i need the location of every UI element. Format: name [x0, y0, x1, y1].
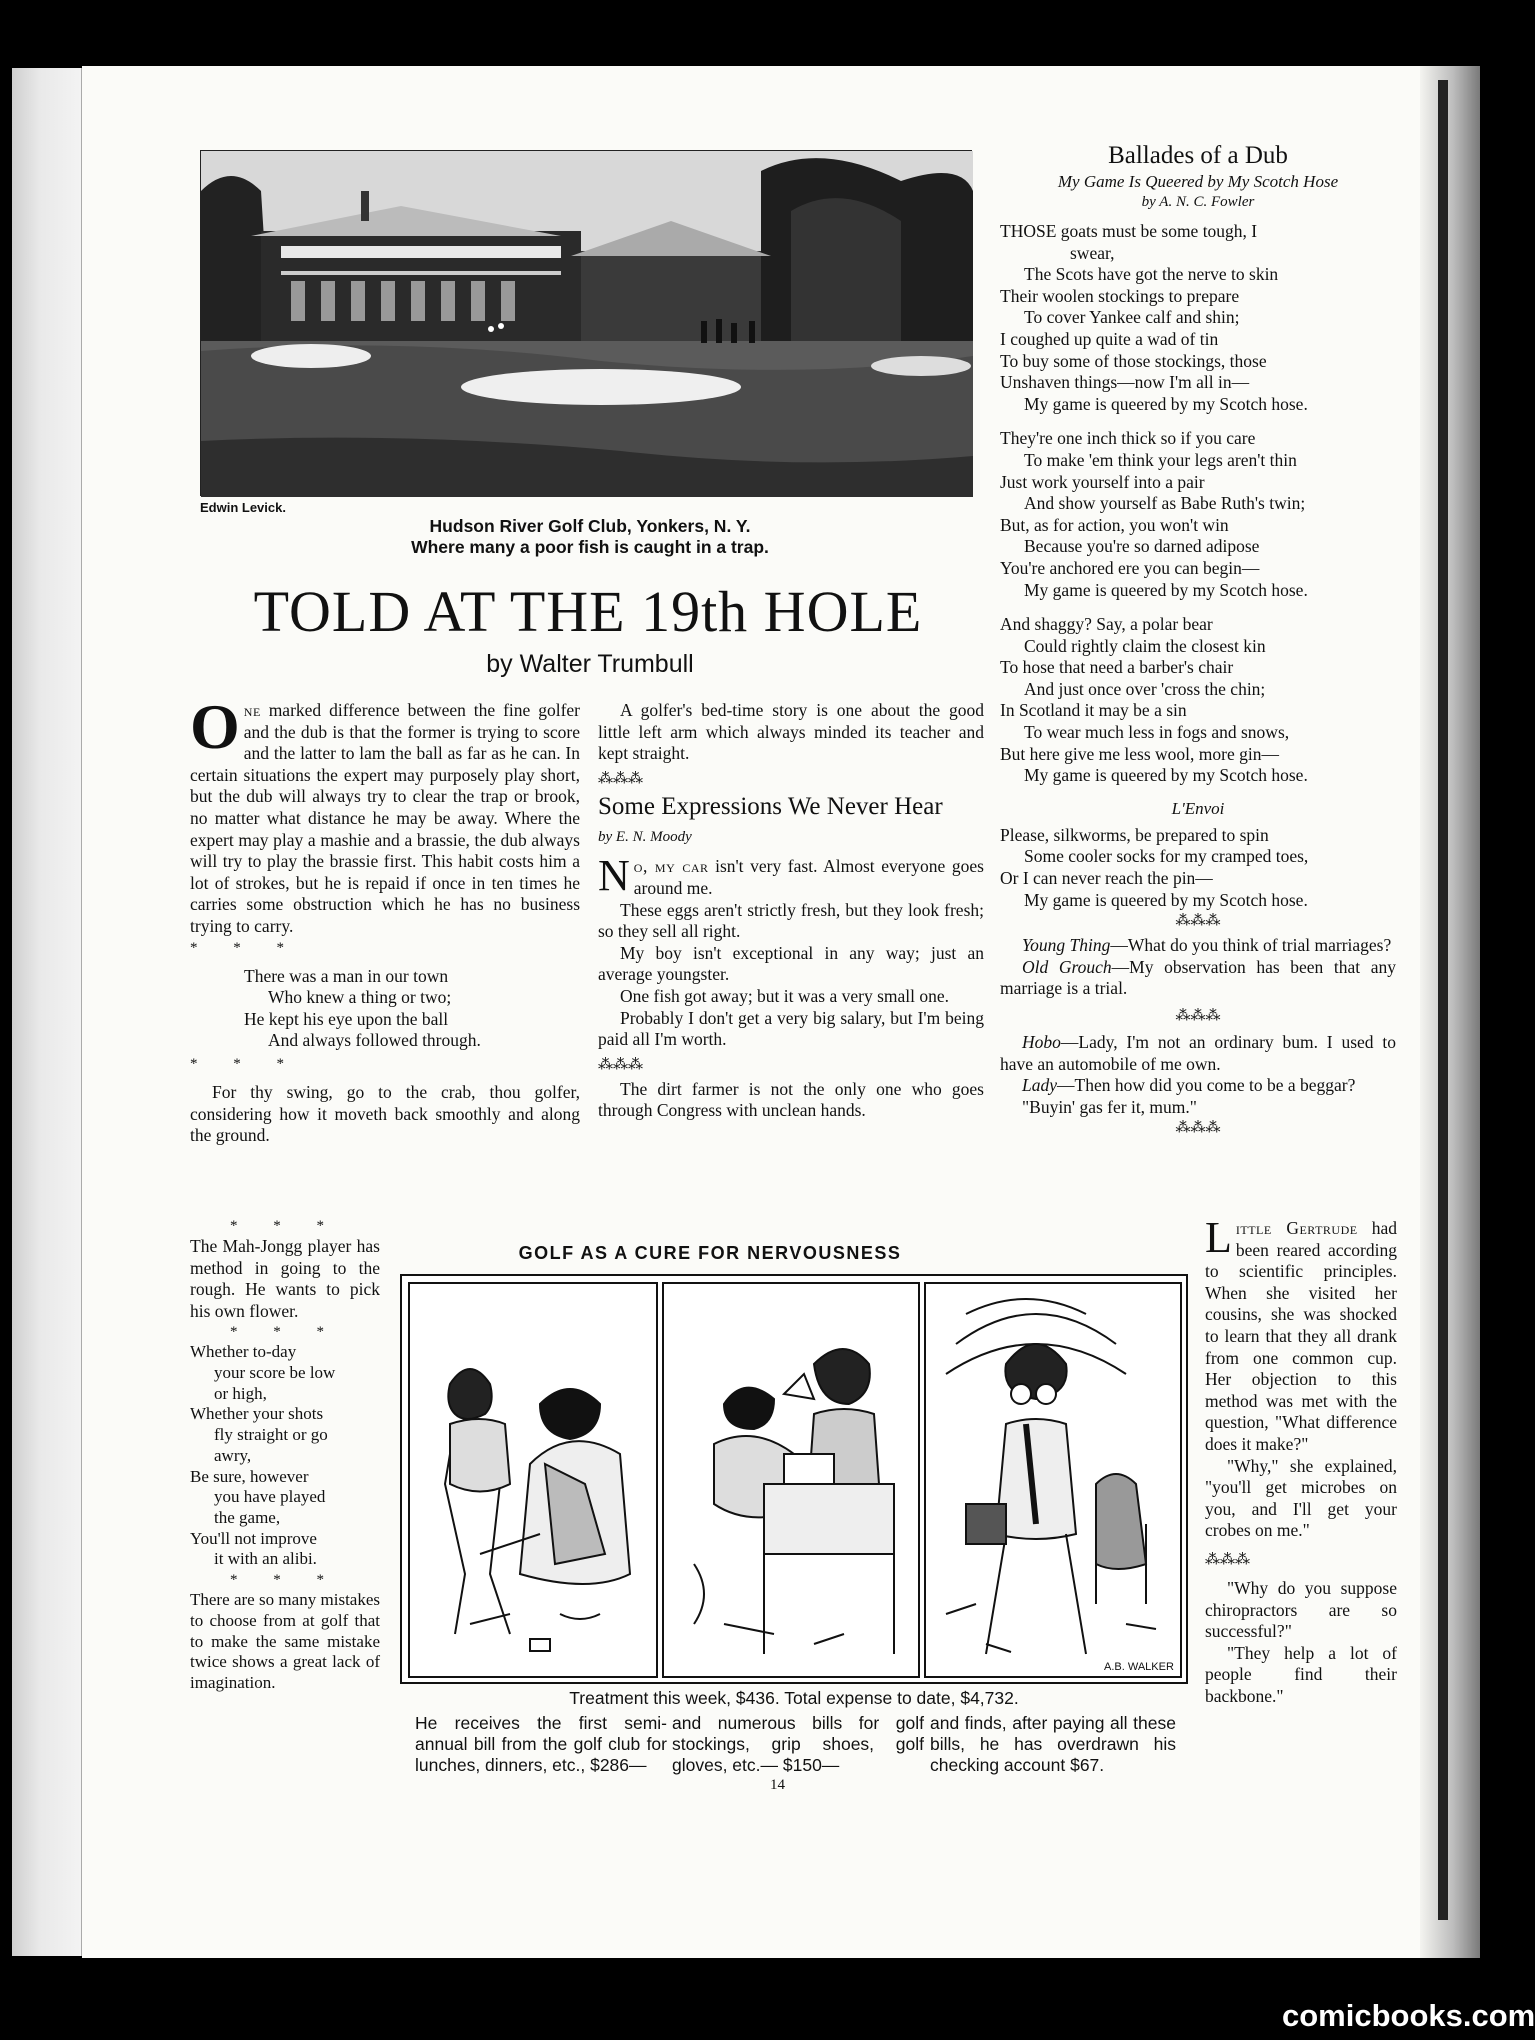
cartoon-panel-3	[924, 1282, 1182, 1678]
expressions-p3: My boy isn't exceptional in any way; just an average youngster.	[598, 942, 984, 985]
cartoon-treatment-line: Treatment this week, $436. Total expense to date, $4,732.	[569, 1688, 1019, 1708]
gertrude-paragraph: Little Gertrude had been reared according to scientific principles. When she visited her cousins, she was shocked to learn that they all drank from one common cup. Her objection to this method was met with the question, "What difference does it make?"	[1205, 1213, 1397, 1454]
mahjongg-paragraph: The Mah-Jongg player has method in going to the rough. He wants to pick his own flower.	[190, 1236, 380, 1321]
bedtime-paragraph: A golfer's bed-time story is one about the good little left arm which always minded its teacher and kept straight.	[598, 700, 984, 764]
envoi-stanza: Please, silkworms, be prepared to spin Some cooler socks for my cramped toes, Or I can never reach the pin— My game is queered by my Scotch hose.	[1000, 824, 1309, 910]
ornament-divider: ⁂⁂⁂	[1175, 913, 1221, 930]
article-column-2	[598, 700, 984, 1122]
ornament-divider: ⁂⁂⁂	[598, 1056, 643, 1073]
lead-paragraph: One marked difference between the fine golfer and the dub is that the former is trying to score and the latter to lam the ball as far as he can. In certain situations the expert may purposely play short, but the dub will always try to clear the trap or brook, no matter what distance he may be away. Where the expert may play a mashie and a brassie, the dub always will try to play the brassie first. This habit costs him a lot of strokes, but he is repaid if once in ten times he carries some obstruction which he has no business trying to carry.	[190, 691, 580, 936]
expressions-title: Some Expressions We Never Hear	[598, 792, 943, 820]
ornament-divider: ⁂⁂⁂	[1175, 1008, 1221, 1024]
cartoon-strip	[400, 1274, 1188, 1684]
whether-verse: Whether to-day your score be low or high, Whether your shots fly straight or go awry, Be sure, however you have played the game, You'll not improve it with an alibi.	[190, 1342, 336, 1569]
expressions-p4: One fish got away; but it was a very small one.	[620, 985, 950, 1006]
site-watermark[interactable]: comicbooks.com	[1282, 1998, 1535, 2033]
young-thing-joke: Young Thing—What do you think of trial marriages? Old Grouch—My observation has been that any marriage is a trial.	[1000, 935, 1396, 999]
article-byline: by Walter Trumbull	[486, 650, 694, 678]
facing-page-edge	[1438, 80, 1448, 1920]
left-narrow-column	[190, 1216, 380, 1694]
gertrude-paragraph-2: "Why," she explained, "you'll get microbes on you, and I'll get your crobes on me."	[1205, 1455, 1397, 1541]
mistakes-paragraph: There are so many mistakes to choose from at golf that to make the same mistake twice shows a great lack of imagination.	[190, 1590, 380, 1692]
cartoon-title: GOLF AS A CURE FOR NERVOUSNESS	[518, 1243, 902, 1263]
gertrude-column	[1205, 1213, 1397, 1707]
expressions-author: by E. N. Moody	[598, 828, 692, 845]
expressions-p1: No, my car isn't very fast. Almost everyone goes around me.	[598, 851, 984, 901]
dirt-farmer-paragraph: The dirt farmer is not the only one who goes through Congress with unclean hands.	[598, 1078, 984, 1121]
ballade-stanza-1: THOSE goats must be some tough, I swear, The Scots have got the nerve to skin Their woolen stockings to prepare To cover Yankee calf and shin; I coughed up quite a wad of tin To buy some of those stockings, those Unshaven things—now I'm all in— My game is queered by my Scotch hose.	[1000, 221, 1308, 414]
ballade-stanza-3: And shaggy? Say, a polar bear Could rightly claim the closest kin To hose that need a barber's chair And just once over 'cross the chin; In Scotland it may be a sin To wear much less in fogs and snows, But here give me less wool, more gin— My game is queered by my Scotch hose.	[1000, 614, 1308, 786]
ballades-author: by A. N. C. Fowler	[1141, 194, 1255, 210]
cartoon-caption-2: and numerous bills for golf stockings, grip shoes, golf gloves, etc.— $150—	[672, 1713, 924, 1775]
book-page-edges	[12, 68, 82, 1956]
stars-divider: * * *	[190, 1055, 300, 1072]
photo-caption-line2: Where many a poor fish is caught in a trap.	[411, 537, 769, 557]
expressions-p2: These eggs aren't strictly fresh, but they look fresh; so they sell all right.	[598, 899, 984, 942]
cartoon-caption-1: He receives the first semi-annual bill from the golf club for lunches, dinners, etc., $286—	[415, 1713, 667, 1775]
chiropractor-question: "Why do you suppose chiropractors are so successful?"	[1205, 1577, 1397, 1642]
photo-caption-line1: Hudson River Golf Club, Yonkers, N. Y.	[429, 516, 751, 536]
swing-paragraph: For thy swing, go to the crab, thou golfer, considering how it moveth back smoothly and along the ground.	[190, 1081, 580, 1146]
cartoon-caption-3: and finds, after paying all these bills, he has overdrawn his checking account $67.	[930, 1713, 1176, 1775]
stars-divider: * * *	[230, 1572, 340, 1589]
article-title: TOLD AT THE 19th HOLE	[253, 579, 923, 644]
ornament-divider: ⁂⁂⁂	[1175, 1120, 1221, 1137]
ballade-stanza-2: They're one inch thick so if you care To make 'em think your legs aren't thin Just work yourself into a pair And show yourself as Babe Ruth's twin; But, as for action, you won't win Because you're so darned adipose You're anchored ere you can begin— My game is queered by my Scotch hose.	[1000, 428, 1308, 600]
chiropractor-answer: "They help a lot of people find their backbone."	[1205, 1642, 1397, 1706]
expressions-p5: Probably I don't get a very big salary, but I'm being paid all I'm worth.	[598, 1007, 984, 1050]
photo-credit: Edwin Levick.	[200, 500, 286, 515]
cartoon-panel-2	[662, 1282, 920, 1678]
dropcap-o: O	[190, 691, 240, 762]
hobo-joke: Hobo—Lady, I'm not an ordinary bum. I used to have an automobile of me own. Lady—Then how did you come to be a beggar? "Buyin' gas fer it, mum."	[1000, 1032, 1396, 1117]
cartoon-panel-1	[408, 1282, 658, 1678]
ballades-column	[1000, 142, 1396, 1138]
ornament-divider: ⁂⁂⁂	[598, 770, 643, 787]
verse-man-in-town: There was a man in our town Who knew a thing or two; He kept his eye upon the ball And always followed through.	[244, 965, 481, 1051]
ornament-divider: ⁂⁂⁂	[1205, 1551, 1250, 1568]
ballades-subtitle: My Game Is Queered by My Scotch Hose	[1057, 172, 1339, 191]
book-gutter	[1420, 66, 1480, 1958]
ballades-title: Ballades of a Dub	[1108, 142, 1288, 169]
page-number: 14	[770, 1777, 785, 1793]
article-column-1	[190, 691, 580, 1147]
envoi-title: L'Envoi	[1171, 798, 1225, 818]
stars-divider: * * *	[230, 1324, 340, 1341]
cartoon-signature: A.B. WALKER	[1104, 1661, 1174, 1673]
stars-divider: * * *	[230, 1218, 340, 1234]
stars-divider: * * *	[190, 939, 300, 956]
clubhouse-photo	[200, 150, 972, 496]
